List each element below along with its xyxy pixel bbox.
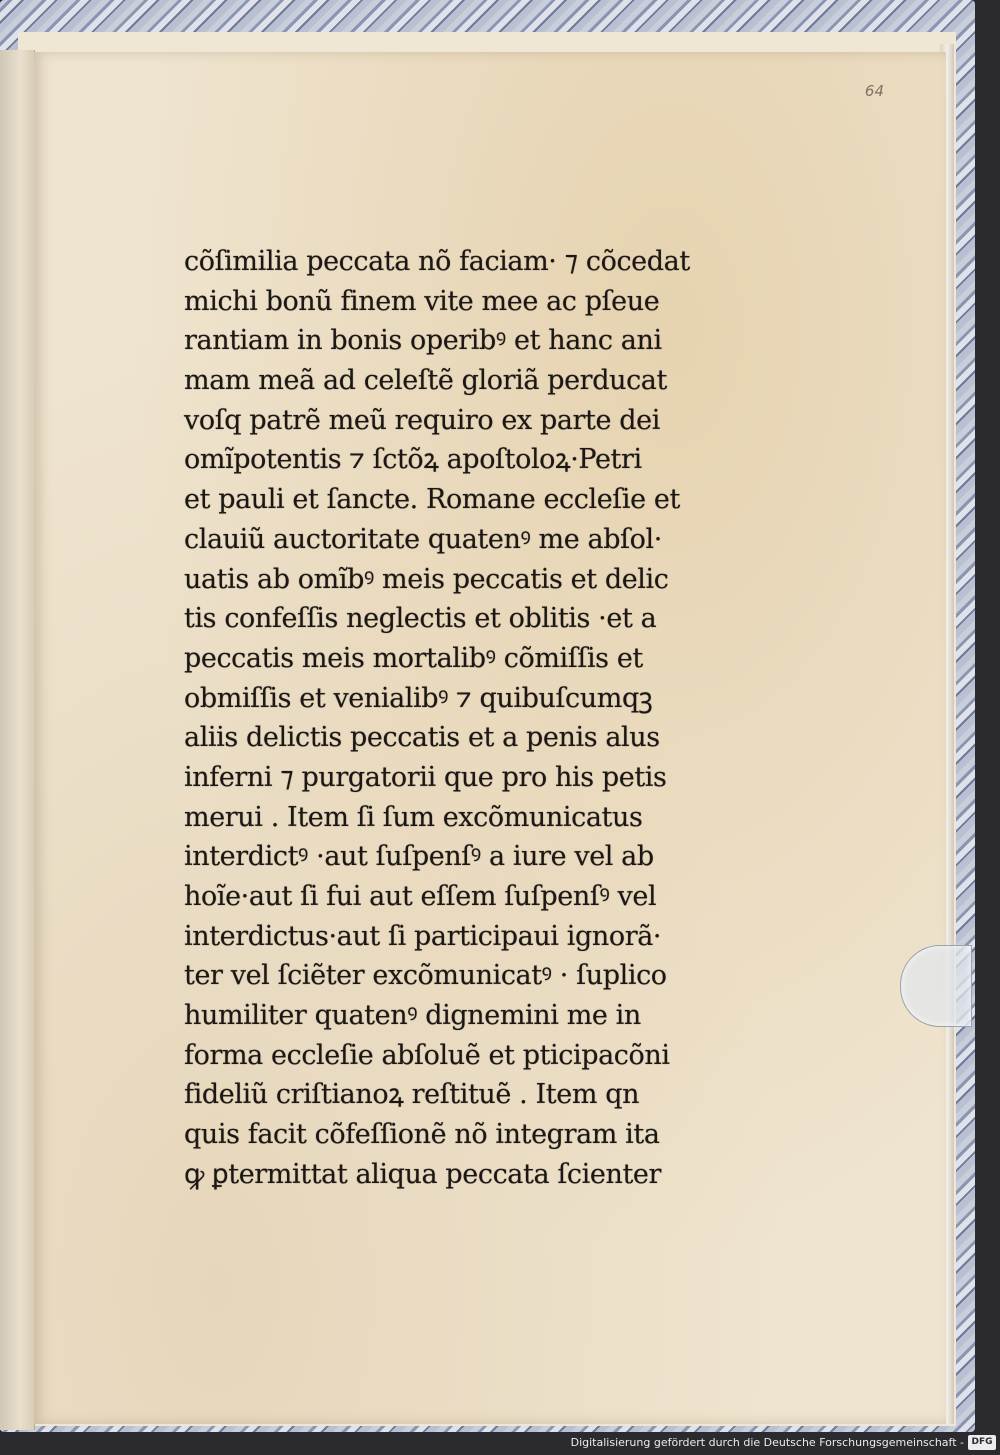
text-line: voſq patrẽ meũ requiro ex parte dei: [184, 404, 660, 436]
text-line: michi bonũ finem vite mee ac pſeue: [184, 285, 660, 317]
text-line: hoĩe·aut ſi fui aut eſſem ſuſpenſꝰ vel: [184, 881, 657, 912]
text-line: mam meã ad celeſtẽ gloriã perducat: [184, 365, 667, 397]
text-line: rantiam in bonis operibꝰ et hanc ani: [184, 325, 662, 357]
text-block: [184, 242, 774, 1190]
text-line: forma eccleſie abſoluẽ et pticipacõni: [184, 1039, 670, 1071]
text-line: omĩpotentis ⁊ ſctõꝝ apoſtoloꝝ·Petri: [184, 444, 642, 476]
text-line: ꝙ ꝑtermittat aliqua peccata ſcienter: [184, 1158, 661, 1190]
folio-number: 64: [864, 82, 884, 100]
text-line: aliis delictis peccatis et a penis alus: [184, 722, 660, 754]
text-line: ter vel ſciẽter excõmunicatꝰ · ſuplico: [184, 960, 667, 992]
text-line: interdictus·aut ſi participaui ignorã·: [184, 920, 662, 952]
text-line: cõſimilia peccata nõ faciam· ⁊ cõcedat: [184, 246, 690, 277]
text-line: uatis ab omĩbꝰ meis peccatis et delic: [184, 563, 669, 595]
text-line: tis confeſſis neglectis et oblitis ·et a: [184, 603, 657, 635]
footer-bar: [0, 1432, 1000, 1455]
text-line: merui . Item ſi ſum excõmunicatus: [184, 801, 643, 833]
text-line: clauiũ auctoritate quatenꝰ me abſol·: [184, 523, 662, 555]
text-line: obmiſſis et venialibꝰ ⁊ quibuſcumqꝫ: [184, 682, 653, 714]
text-line: humiliter quatenꝰ dignemini me in: [184, 1000, 641, 1032]
text-line: quis facit cõfeſſionẽ nõ integram ita: [184, 1119, 660, 1151]
text-line: et pauli et ſancte. Romane eccleſie et: [184, 484, 680, 516]
dfg-logo: DFG: [968, 1435, 996, 1450]
text-line: peccatis meis mortalibꝰ cõmiſſis et: [184, 642, 643, 674]
text-line: interdictꝰ ·aut ſuſpenſꝰ a iure vel ab: [184, 841, 654, 873]
text-line: inferni ⁊ purgatorii que pro his petis: [184, 761, 667, 793]
page-clip: [900, 945, 972, 1027]
funding-credit: Digitalisierung gefördert durch die Deutsche Forschungsgemeinschaft -: [570, 1436, 964, 1449]
facing-page-edge: [0, 50, 35, 1430]
book-page: [34, 52, 946, 1424]
text-line: fideliũ criſtianoꝝ reſtituẽ . Item qn: [184, 1079, 640, 1111]
